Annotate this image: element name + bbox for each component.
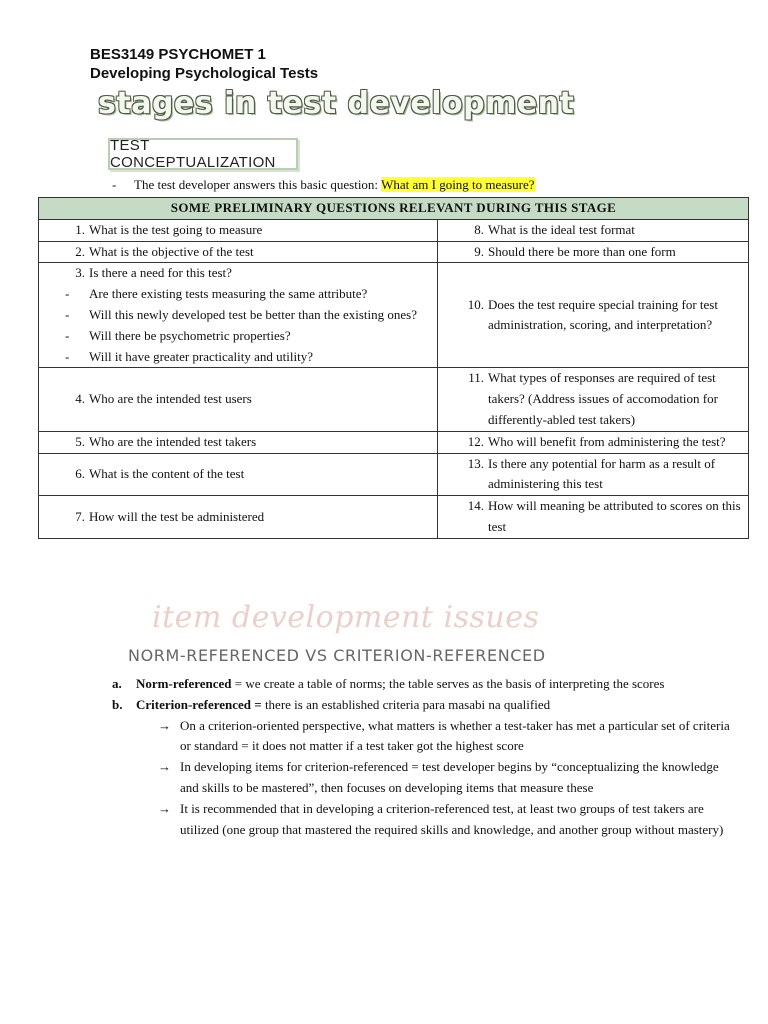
table-cell	[39, 431, 438, 453]
q-num: 8.	[474, 221, 484, 237]
list-term: Norm-referenced	[136, 676, 232, 691]
sub-dash: -	[65, 286, 70, 302]
q-text: Is there any potential for harm as a result of administering this test	[488, 455, 716, 492]
q-text: Does the test require special training for test administration, scoring, and interpretation?	[488, 296, 718, 333]
table-cell	[438, 219, 749, 241]
q-num: 4.	[75, 391, 85, 407]
q-text: How will the test be administered	[89, 508, 265, 524]
q-sub: Are there existing tests measuring the same attribute?	[89, 286, 368, 302]
course-header	[90, 45, 318, 83]
q-text: What is the ideal test format	[488, 221, 635, 237]
stage-title: stages in test development	[98, 86, 575, 121]
q-text: What is the objective of the test	[89, 243, 254, 259]
sub-dash: -	[65, 306, 70, 322]
q-num: 11.	[468, 370, 484, 386]
arrow-item	[158, 716, 732, 758]
q-text: Who are the intended test users	[89, 391, 252, 407]
list-marker: b.	[112, 696, 123, 712]
arrow-text: It is recommended that in developing a criterion-referenced test, at least two groups of test takers are utilized (one group that mastered the required skills and knowledge, and another group without mastery)	[180, 800, 724, 837]
norm-vs-criterion-title: NORM-REFERENCED VS CRITERION-REFERENCED	[128, 646, 546, 665]
q-text: What types of responses are required of test takers? (Address issues of accomodation for differently-abled test takers)	[488, 370, 718, 427]
q-text: How will meaning be attributed to scores on this test	[488, 498, 741, 534]
list-item	[112, 674, 732, 695]
intro-highlight: What am I going to measure?	[381, 177, 535, 192]
section-label: TEST CONCEPTUALIZATION	[108, 138, 298, 170]
arrow-item	[158, 757, 732, 799]
q-text: Who are the intended test takers	[89, 433, 257, 449]
table-cell	[39, 368, 438, 431]
q-num: 3.	[75, 265, 85, 281]
table-cell	[438, 368, 749, 431]
table-heading: SOME PRELIMINARY QUESTIONS RELEVANT DURING THIS STAGE	[39, 198, 749, 220]
sub-dash: -	[65, 348, 70, 364]
table-cell	[39, 241, 438, 263]
q-sub: Will this newly developed test be better than the existing ones?	[89, 306, 418, 322]
q-sub: Will there be psychometric properties?	[89, 327, 291, 343]
q-text: Is there a need for this test?	[89, 265, 232, 281]
table-cell	[39, 263, 438, 368]
q-text: Who will benefit from administering the test?	[488, 433, 726, 449]
list-text: = we create a table of norms; the table serves as the basis of interpreting the scores	[231, 676, 665, 691]
table-cell	[438, 453, 749, 496]
q-num: 5.	[75, 433, 85, 449]
q-num: 13.	[467, 455, 484, 471]
table-cell	[39, 496, 438, 539]
arrow-item	[158, 799, 732, 841]
arrow-text: In developing items for criterion-referenced = test developer begins by “conceptualizing the knowledge and skills to be mastered”, then focuses on developing items that measure these	[180, 759, 719, 795]
list-marker: a.	[112, 676, 122, 691]
intro-bullet: -	[112, 177, 117, 192]
table-cell	[438, 431, 749, 453]
table-cell	[39, 219, 438, 241]
list-term: Criterion-referenced =	[136, 696, 262, 712]
q-num: 14.	[467, 498, 484, 514]
item-development-title: item development issues	[152, 600, 540, 635]
q-text: Should there be more than one form	[488, 243, 676, 259]
intro-line	[112, 176, 535, 194]
arrow-icon: →	[158, 759, 171, 775]
q-num: 12.	[467, 433, 484, 449]
course-code: BES3149 PSYCHOMET 1	[90, 46, 266, 63]
q-num: 9.	[474, 243, 484, 259]
q-num: 10.	[467, 296, 484, 312]
table-cell	[39, 453, 438, 496]
course-subtitle: Developing Psychological Tests	[90, 65, 319, 82]
table-cell	[438, 263, 749, 368]
intro-text: The test developer answers this basic question:	[134, 177, 379, 192]
table-cell	[438, 496, 749, 539]
table-cell	[438, 241, 749, 263]
q-sub: Will it have greater practicality and utility?	[89, 348, 313, 364]
q-num: 7.	[75, 508, 85, 524]
q-num: 6.	[75, 465, 85, 481]
list-text: there is an established criteria para masabi na qualified	[261, 696, 551, 712]
arrow-icon: →	[158, 717, 171, 733]
q-text: What is the content of the test	[89, 465, 245, 481]
arrow-text: On a criterion-oriented perspective, what matters is whether a test-taker has met a particular set of criteria or standard = it does not matter if a test taker got the highest score	[180, 717, 730, 754]
list-item	[112, 695, 732, 716]
arrow-icon: →	[158, 800, 171, 816]
q-num: 1.	[75, 221, 85, 237]
questions-table	[38, 197, 749, 539]
q-text: What is the test going to measure	[89, 221, 263, 237]
sub-dash: -	[65, 327, 70, 343]
notes-list	[112, 674, 732, 840]
q-num: 2.	[75, 243, 85, 259]
